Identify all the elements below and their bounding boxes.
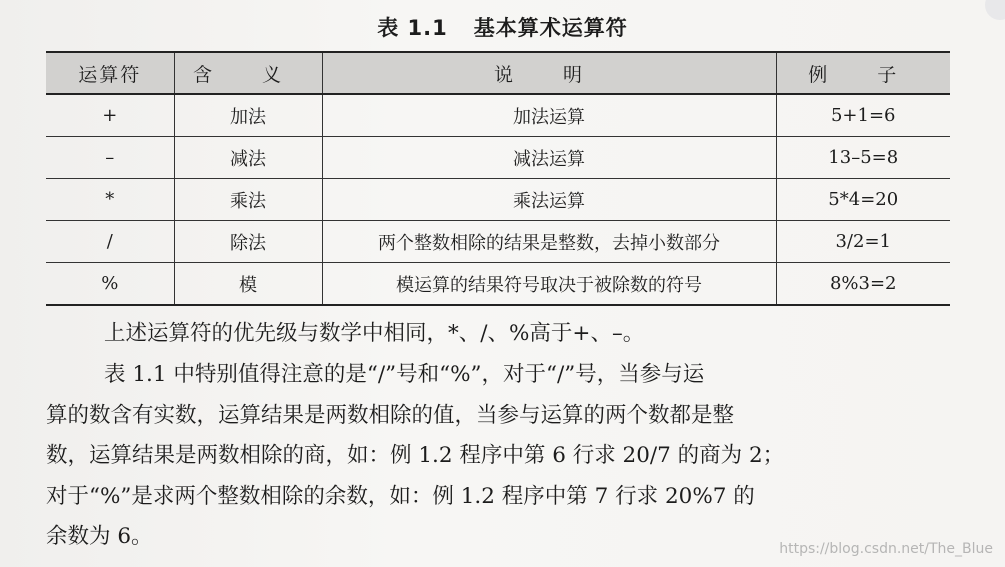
watermark-url: https://blog.csdn.net/The_Blue	[779, 541, 993, 557]
table-caption	[0, 12, 1005, 42]
paragraph-precedence: 上述运算符的优先级与数学中相同，*、/、%高于+、–。	[104, 321, 645, 346]
table-caption-title: 基本算术运算符	[473, 16, 628, 40]
cell-example: 3/2=1	[776, 221, 950, 263]
cell-meaning: 减法	[174, 137, 322, 179]
cell-meaning: 乘法	[174, 179, 322, 221]
cell-description: 加法运算	[322, 94, 776, 137]
paragraph-line: 对于“%”是求两个整数相除的余数，如：例 1.2 程序中第 7 行求 20%7 的	[46, 483, 755, 509]
cell-description: 模运算的结果符号取决于被除数的符号	[322, 263, 776, 306]
cell-operator: %	[46, 263, 174, 306]
cell-operator: /	[46, 221, 174, 263]
cell-example: 5+1=6	[776, 94, 950, 137]
paragraph-line: 表 1.1 中特别值得注意的是“/”号和“%”，对于“/”号，当参与运	[104, 362, 705, 387]
cell-example: 8%3=2	[776, 263, 950, 306]
table-row	[46, 263, 950, 306]
header-operator: 运算符	[46, 52, 174, 94]
cell-description: 减法运算	[322, 137, 776, 179]
paragraph-line: 数，运算结果是两数相除的商，如：例 1.2 程序中第 6 行求 20/7 的商为 2；	[46, 443, 785, 468]
table-row	[46, 137, 950, 179]
cell-description: 两个整数相除的结果是整数，去掉小数部分	[322, 221, 776, 263]
operators-table	[46, 51, 950, 306]
table-row	[46, 179, 950, 221]
cell-operator: –	[46, 137, 174, 179]
cell-operator: *	[46, 179, 174, 221]
header-meaning: 含 义	[174, 52, 322, 94]
table-row	[46, 221, 950, 263]
cell-example: 13–5=8	[776, 137, 950, 179]
table-row	[46, 94, 950, 137]
cell-operator: +	[46, 94, 174, 137]
paragraph-division-note	[46, 355, 966, 558]
cell-example: 5*4=20	[776, 179, 950, 221]
table-header-row	[46, 52, 950, 94]
cell-meaning: 除法	[174, 221, 322, 263]
cell-description: 乘法运算	[322, 179, 776, 221]
paragraph-line: 余数为 6。	[46, 524, 153, 549]
header-description: 说 明	[322, 52, 776, 94]
paragraph-line: 算的数含有实数，运算结果是两数相除的值，当参与运算的两个数都是整	[46, 402, 735, 428]
cell-meaning: 模	[174, 263, 322, 306]
header-example: 例 子	[776, 52, 950, 94]
table-caption-number: 表 1.1	[377, 16, 448, 40]
cell-meaning: 加法	[174, 94, 322, 137]
